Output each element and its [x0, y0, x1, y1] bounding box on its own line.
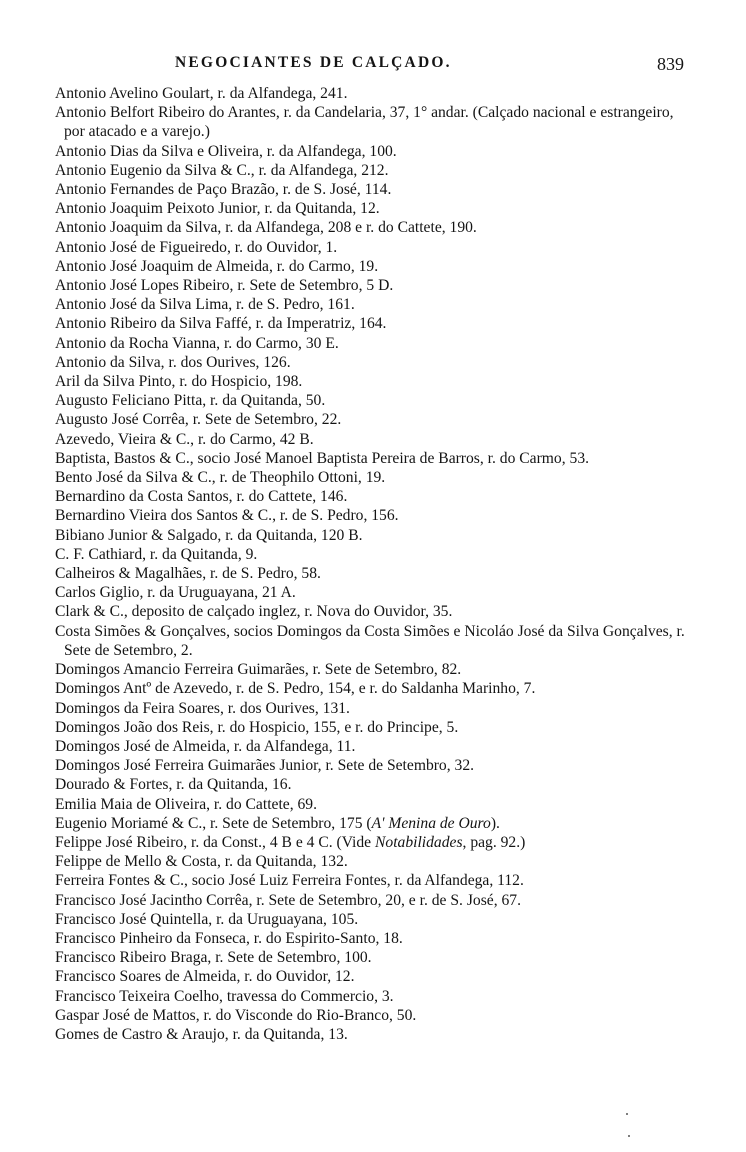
list-item: Antonio José da Silva Lima, r. de S. Pedro, 161.: [55, 296, 355, 314]
entry-text: ).: [490, 814, 500, 832]
list-item: Antonio Belfort Ribeiro do Arantes, r. da Candelaria, 37, 1° andar. (Calçado nacional e estrangeiro, por atacado e a varejo.): [55, 104, 674, 141]
list-item: Domingos José Ferreira Guimarães Junior, r. Sete de Setembro, 32.: [55, 757, 475, 775]
list-item: Felippe de Mello & Costa, r. da Quitanda, 132.: [55, 853, 348, 871]
list-item: Francisco José Quintella, r. da Uruguayana, 105.: [55, 910, 359, 928]
list-item: Gomes de Castro & Araujo, r. da Quitanda, 13.: [55, 1025, 348, 1043]
list-item: Antonio José Joaquim de Almeida, r. do Carmo, 19.: [55, 257, 379, 275]
list-item: Domingos da Feira Soares, r. dos Ourives, 131.: [55, 699, 350, 717]
list-item: Augusto José Corrêa, r. Sete de Setembro, 22.: [55, 411, 342, 429]
list-item: Calheiros & Magalhães, r. de S. Pedro, 58.: [55, 565, 321, 583]
list-item: Clark & C., deposito de calçado inglez, r. Nova do Ouvidor, 35.: [55, 603, 453, 621]
list-item: Bibiano Junior & Salgado, r. da Quitanda, 120 B.: [55, 526, 363, 544]
list-item: Azevedo, Vieira & C., r. do Carmo, 42 B.: [55, 430, 314, 448]
list-item: Antonio Joaquim Peixoto Junior, r. da Quitanda, 12.: [55, 200, 380, 218]
list-item: Bernardino Vieira dos Santos & C., r. de S. Pedro, 156.: [55, 507, 399, 525]
list-item: Costa Simões & Gonçalves, socios Domingos da Costa Simões e Nicoláo José da Silva Gonçalves, r. Sete de Setembro, 2.: [55, 622, 685, 659]
list-item: Domingos João dos Reis, r. do Hospicio, 155, e r. do Principe, 5.: [55, 718, 459, 736]
print-speck: [628, 1135, 630, 1137]
list-item: Bernardino da Costa Santos, r. do Cattete, 146.: [55, 488, 348, 506]
list-item: Baptista, Bastos & C., socio José Manoel Baptista Pereira de Barros, r. do Carmo, 53.: [55, 449, 590, 467]
list-item: Antonio José Lopes Ribeiro, r. Sete de Setembro, 5 D.: [55, 277, 394, 295]
list-item: C. F. Cathiard, r. da Quitanda, 9.: [55, 545, 258, 563]
list-item: [55, 814, 695, 833]
entry-text: Felippe José Ribeiro, r. da Const., 4 B e 4 C. (Vide: [55, 833, 376, 851]
list-item: Carlos Giglio, r. da Uruguayana, 21 A.: [55, 584, 296, 602]
list-item: Bento José da Silva & C., r. de Theophilo Ottoni, 19.: [55, 469, 386, 487]
page-header: [0, 50, 746, 76]
list-item: Francisco Soares de Almeida, r. do Ouvidor, 12.: [55, 968, 355, 986]
list-item: Francisco Ribeiro Braga, r. Sete de Setembro, 100.: [55, 949, 372, 967]
print-speck: [626, 1113, 628, 1115]
list-item: Antonio Fernandes de Paço Brazão, r. de S. José, 114.: [55, 181, 392, 199]
list-item: Dourado & Fortes, r. da Quitanda, 16.: [55, 776, 292, 794]
list-item: Ferreira Fontes & C., socio José Luiz Ferreira Fontes, r. da Alfandega, 112.: [55, 872, 524, 890]
list-item: [55, 833, 695, 852]
list-item: Domingos Amancio Ferreira Guimarães, r. Sete de Setembro, 82.: [55, 661, 462, 679]
entry-text: , pag. 92.): [462, 833, 526, 851]
list-item: Domingos José de Almeida, r. da Alfandega, 11.: [55, 737, 356, 755]
list-item: Francisco Teixeira Coelho, travessa do Commercio, 3.: [55, 987, 394, 1005]
list-item: Antonio Eugenio da Silva & C., r. da Alfandega, 212.: [55, 161, 389, 179]
list-item: Domingos Antº de Azevedo, r. de S. Pedro, 154, e r. do Saldanha Marinho, 7.: [55, 680, 536, 698]
running-title: NEGOCIANTES DE CALÇADO.: [175, 54, 452, 71]
entry-text: Eugenio Moriamé & C., r. Sete de Setembro, 175 (: [55, 814, 372, 832]
reference-italic: Notabilidades: [375, 833, 463, 851]
list-item: Antonio José de Figueiredo, r. do Ouvidor, 1.: [55, 238, 338, 256]
list-item: Antonio da Silva, r. dos Ourives, 126.: [55, 353, 291, 371]
list-item: Augusto Feliciano Pitta, r. da Quitanda, 50.: [55, 392, 326, 410]
list-item: Antonio da Rocha Vianna, r. do Carmo, 30 E.: [55, 334, 339, 352]
list-item: Gaspar José de Mattos, r. do Visconde do Rio-Branco, 50.: [55, 1006, 417, 1024]
list-item: Antonio Ribeiro da Silva Faffé, r. da Imperatriz, 164.: [55, 315, 387, 333]
list-item: Francisco José Jacintho Corrêa, r. Sete de Setembro, 20, e r. de S. José, 67.: [55, 891, 521, 909]
list-item: Francisco Pinheiro da Fonseca, r. do Espirito-Santo, 18.: [55, 929, 403, 947]
list-item: Antonio Joaquim da Silva, r. da Alfandega, 208 e r. do Cattete, 190.: [55, 219, 477, 237]
page-number: 839: [657, 54, 684, 74]
merchant-list: [55, 84, 695, 1044]
list-item: Emilia Maia de Oliveira, r. do Cattete, 69.: [55, 795, 317, 813]
list-item: Antonio Avelino Goulart, r. da Alfandega, 241.: [55, 85, 348, 102]
list-item: Antonio Dias da Silva e Oliveira, r. da Alfandega, 100.: [55, 142, 397, 160]
list-item: Aril da Silva Pinto, r. do Hospicio, 198.: [55, 373, 303, 391]
shop-name-italic: A' Menina de Ouro: [371, 814, 491, 832]
